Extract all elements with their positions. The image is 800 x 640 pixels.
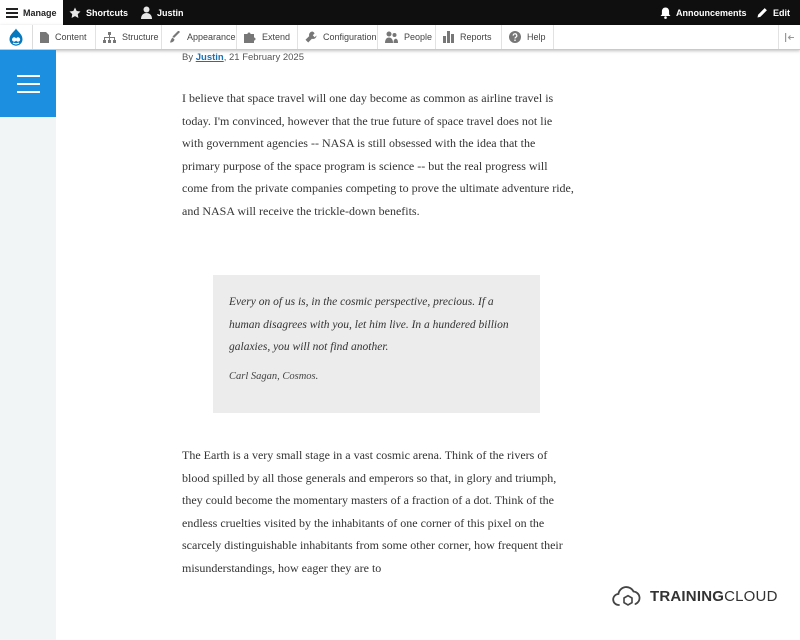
file-icon	[40, 32, 49, 43]
wrench-icon	[305, 31, 317, 43]
logo-text	[650, 588, 778, 605]
trainingcloud-logo	[612, 584, 778, 608]
article-paragraph: The Earth is a very small stage in a vast cosmic arena. Think of the rivers of blood spilled by all those generals and emperors so that, in glory and triumph, they could become the momentary masters of a fraction of a dot. Think of the endless cruelties visited by the inhabitants of one corner of this pixel on the scarcely distinguishable inhabitants from some other corner, how frequent their misunderstandings, how eager they are to	[182, 448, 563, 575]
edit-tab[interactable]	[757, 0, 790, 25]
tray-item-appearance[interactable]	[162, 25, 237, 49]
shortcuts-label: Shortcuts	[86, 7, 129, 18]
admin-toolbar	[0, 0, 800, 25]
article-date: , 21 February 2025	[223, 52, 304, 63]
announcements-tab[interactable]	[660, 0, 747, 25]
bar-chart-icon	[443, 31, 454, 43]
article-byline	[182, 52, 304, 63]
bell-icon	[660, 7, 671, 19]
admin-tray	[0, 25, 800, 50]
edit-label: Edit	[773, 7, 790, 18]
tray-item-structure[interactable]	[96, 25, 162, 49]
logo-text-regular: CLOUD	[724, 587, 778, 605]
tray-item-label: Reports	[460, 32, 492, 42]
tray-item-reports[interactable]	[436, 25, 502, 49]
article-paragraph: I believe that space travel will one day become as common as airline travel is today. I'm convinced, however that the true future of space travel does not lie with government agencies -- NASA is still obsessed with the idea that the primary purpose of the space program is science -- but the real progress will come from the private companies competing to prove the ultimate adventure ride, and NASA will receive the trickle-down benefits.	[182, 91, 574, 218]
tray-item-content[interactable]	[33, 25, 96, 49]
menu-icon-bar	[17, 91, 40, 93]
quote-text: Every on of us is, in the cosmic perspective, precious. If a human disagrees with you, let him live. In a hundered billion galaxies, you will not find another.	[229, 296, 509, 353]
blockquote	[213, 275, 540, 413]
tray-item-label: Content	[55, 32, 87, 42]
cloud-logo-icon	[612, 584, 642, 608]
user-tab[interactable]	[141, 0, 184, 25]
manage-tab[interactable]	[0, 0, 63, 25]
people-icon	[385, 31, 398, 43]
paintbrush-icon	[169, 31, 181, 43]
announcements-label: Announcements	[676, 7, 747, 18]
help-icon	[509, 31, 521, 43]
pencil-icon	[757, 7, 768, 18]
shortcuts-tab[interactable]	[69, 0, 128, 25]
tray-item-configuration[interactable]	[298, 25, 378, 49]
author-link[interactable]: Justin	[195, 52, 224, 63]
menu-toggle-button[interactable]	[0, 50, 56, 117]
hamburger-icon	[6, 8, 18, 18]
user-label: Justin	[157, 7, 184, 18]
tray-item-extend[interactable]	[237, 25, 298, 49]
quote-citation: Carl Sagan, Cosmos.	[229, 370, 319, 382]
drupal-drop-icon	[9, 28, 23, 46]
tray-item-help[interactable]	[502, 25, 554, 49]
tray-orientation-toggle[interactable]	[778, 25, 800, 49]
star-icon	[69, 7, 81, 19]
tray-item-label: Help	[527, 32, 546, 42]
menu-icon-bar	[17, 83, 40, 85]
tray-item-label: People	[404, 32, 433, 42]
tray-item-people[interactable]	[378, 25, 436, 49]
tray-item-label: Configuration	[323, 32, 377, 42]
manage-label: Manage	[23, 7, 57, 18]
tray-item-label: Extend	[262, 32, 291, 42]
left-panel	[0, 50, 56, 640]
byline-prefix: By	[182, 52, 194, 63]
user-icon	[141, 6, 152, 19]
menu-icon-bar	[17, 75, 40, 77]
puzzle-icon	[244, 31, 256, 43]
tray-item-label: Structure	[122, 32, 159, 42]
drupal-logo[interactable]	[0, 25, 33, 49]
logo-text-bold: TRAINING	[650, 587, 725, 605]
tray-item-label: Appearance	[187, 32, 236, 42]
sitemap-icon	[103, 32, 116, 43]
collapse-icon	[785, 33, 795, 42]
